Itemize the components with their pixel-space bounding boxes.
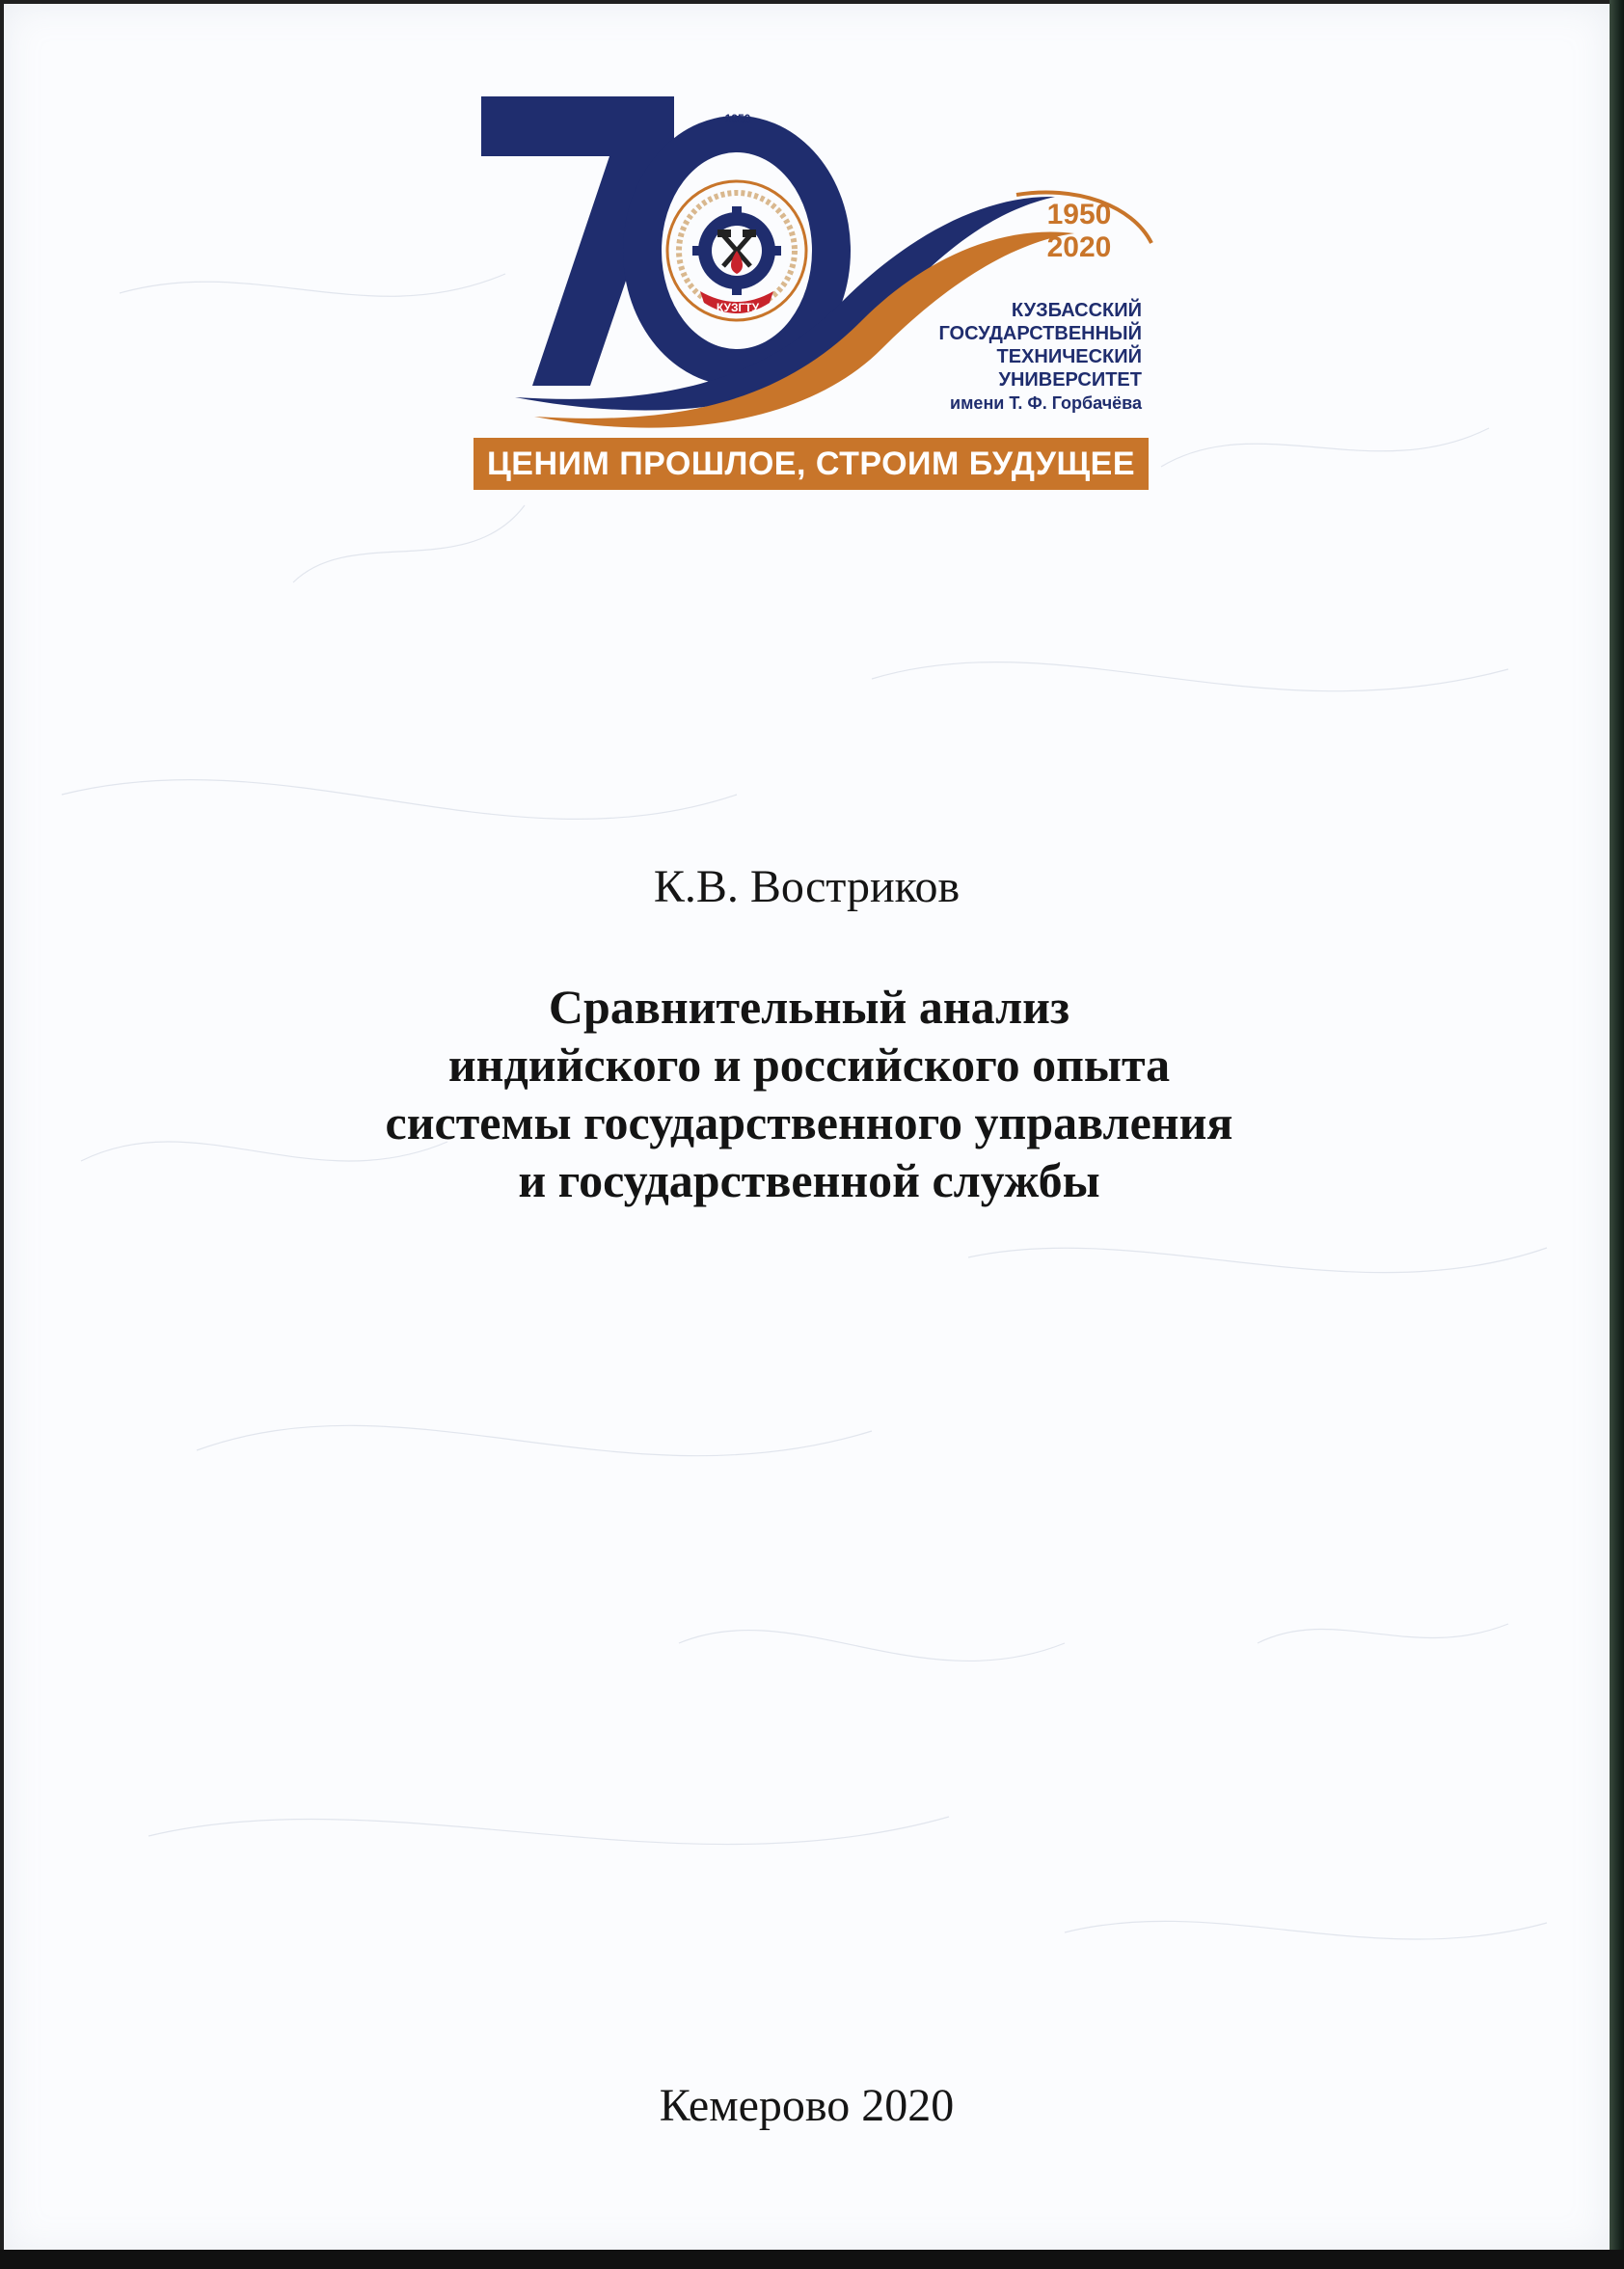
- book-title: [197, 978, 1421, 1209]
- title-line: и государственной службы: [518, 1153, 1100, 1207]
- year-end: 2020: [1046, 231, 1112, 263]
- university-name-line: ГОСУДАРСТВЕННЫЙ: [938, 323, 1142, 344]
- emblem-year-label: 1950: [724, 112, 751, 125]
- year-start: 1950: [1046, 199, 1112, 230]
- university-emblem-icon: [667, 181, 806, 320]
- anniversary-years: [1016, 199, 1142, 264]
- title-line: индийского и российского опыта: [447, 1038, 1171, 1092]
- emblem-ribbon-label: КУЗГТУ: [716, 301, 760, 314]
- title-page: [4, 4, 1610, 2254]
- scan-edge-bottom: [0, 2250, 1624, 2269]
- anniversary-logo: [476, 89, 1171, 494]
- scan-edge-right: [1610, 0, 1624, 2269]
- university-name-line: КУЗБАССКИЙ: [1011, 300, 1142, 321]
- author-name: К.В. Востриков: [653, 861, 961, 912]
- university-name-line: имени Т. Ф. Горбачёва: [950, 393, 1142, 413]
- title-line: системы государственного управления: [385, 1095, 1233, 1149]
- university-name-line: УНИВЕРСИТЕТ: [998, 369, 1142, 391]
- slogan-banner: ЦЕНИМ ПРОШЛОЕ, СТРОИМ БУДУЩЕЕ: [474, 438, 1149, 490]
- imprint: Кемерово 2020: [659, 2080, 955, 2131]
- title-line: Сравнительный анализ: [548, 980, 1070, 1034]
- university-name: [853, 299, 1142, 415]
- university-name-line: ТЕХНИЧЕСКИЙ: [996, 346, 1142, 367]
